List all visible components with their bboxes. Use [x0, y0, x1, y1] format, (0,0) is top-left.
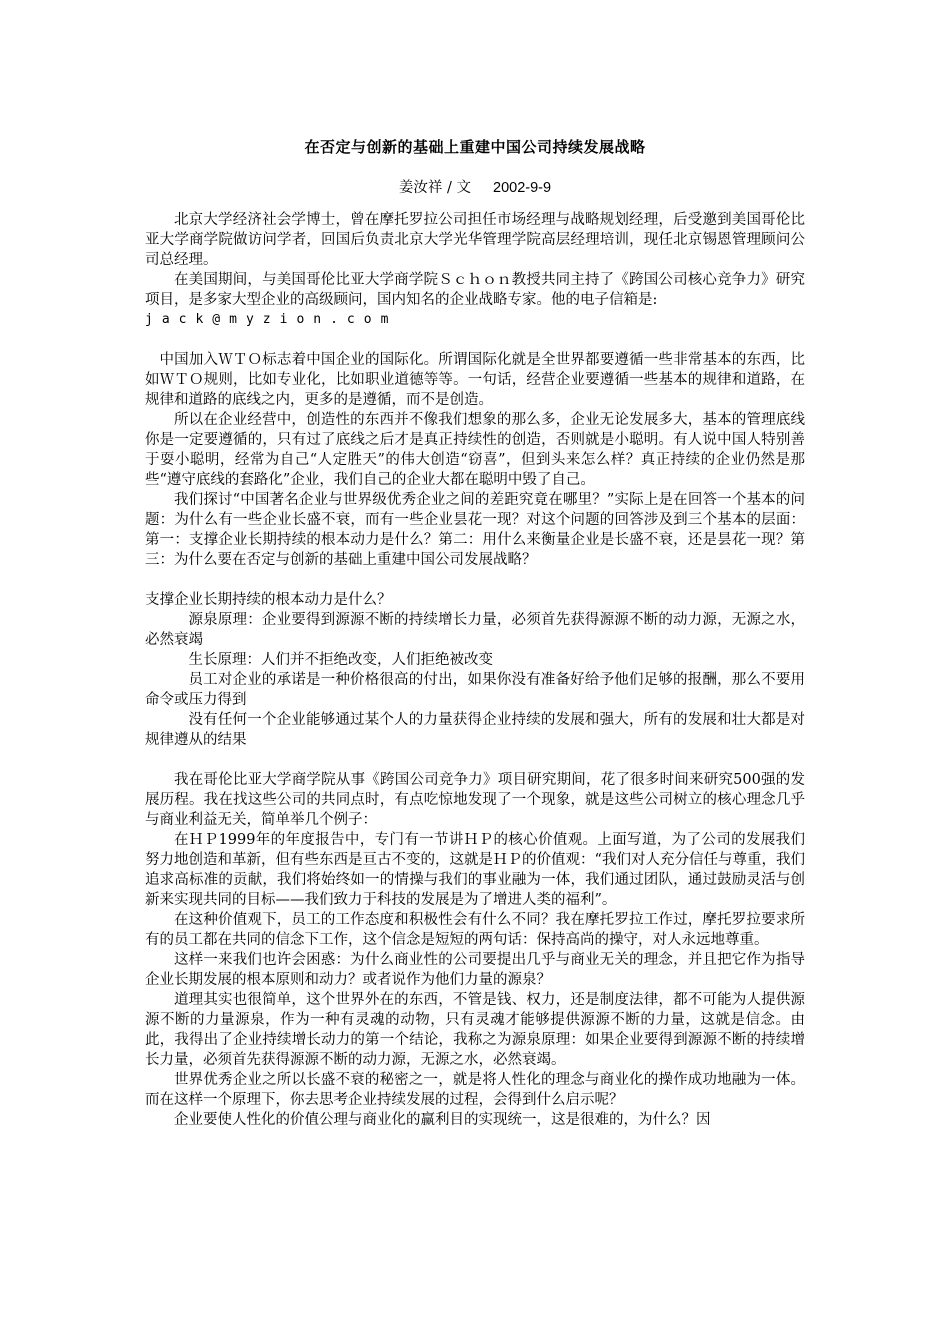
body-paragraph: 在ＨＰ1999年的年度报告中，专门有一节讲ＨＰ的核心价值观。上面写道，为了公司的发展我们努力地创造和革新，但有些东西是亘古不变的，这就是ＨＰ的价值观：“我们对人充分信任与尊重，我们追求高标准的贡献，我们将始终如一的情操与我们的事业融为一体，我们通过团队，通过鼓励灵活与创新来实现共同的目标——我们致力于科技的发展是为了增进人类的福利”。 [145, 832, 805, 908]
principle-item: 员工对企业的承诺是一种价格很高的付出，如果你没有准备好给予他们足够的报酬，那么不要用命令或压力得到 [145, 672, 805, 708]
email-address: jack@myzion.com [145, 312, 398, 327]
publish-date: 2002-9-9 [493, 180, 552, 196]
section-heading: 支撑企业长期持续的根本动力是什么？ [145, 592, 392, 608]
principle-item: 源泉原理：企业要得到源源不断的持续增长力量，必须首先获得源源不断的动力源，无源之水，必然衰竭 [145, 612, 805, 648]
body-paragraph: 中国加入ＷＴＯ标志着中国企业的国际化。所谓国际化就是全世界都要遵循一些非常基本的东西，比如ＷＴＯ规则，比如专业化，比如职业道德等等。一句话，经营企业要遵循一些基本的规律和道路，在规律和道路的底线之内，更多的是遵循，而不是创造。 [145, 352, 805, 408]
body-paragraph: 道理其实也很简单，这个世界外在的东西，不管是钱、权力，还是制度法律，都不可能为人提供源源不断的力量源泉，作为一种有灵魂的动物，只有灵魂才能够提供源源不断的力量，这就是信念。由此，我得出了企业持续增长动力的第一个结论，我称之为源泉原理：如果企业要得到源源不断的持续增长力量，必须首先获得源源不断的动力源，无源之水，必然衰竭。 [145, 992, 805, 1068]
body-paragraph: 我在哥伦比亚大学商学院从事《跨国公司竞争力》项目研究期间，花了很多时间来研究500强的发展历程。我在找这些公司的共同点时，有点吃惊地发现了一个现象，就是这些公司树立的核心理念几乎与商业利益无关，简单举几个例子： [145, 772, 805, 828]
byline [0, 176, 950, 197]
principle-item: 没有任何一个企业能够通过某个人的力量获得企业持续的发展和强大，所有的发展和壮大都是对规律遵从的结果 [145, 712, 805, 748]
body-paragraph: 所以在企业经营中，创造性的东西并不像我们想象的那么多，企业无论发展多大，基本的管理底线你是一定要遵循的，只有过了底线之后才是真正持续性的创造，否则就是小聪明。有人说中国人特别善于耍小聪明，经常为自己“人定胜天”的伟大创造“窃喜”，但到头来怎么样？真正持续的企业仍然是那些“遵守底线的套路化”企业，我们自己的企业大都在聪明中毁了自己。 [145, 412, 805, 488]
bio-paragraph: 在美国期间，与美国哥伦比亚大学商学院Ｓｃｈｏｎ教授共同主持了《跨国公司核心竞争力》研究项目，是多家大型企业的高级顾问，国内知名的企业战略专家。他的电子信箱是: [145, 272, 805, 308]
body-paragraph: 在这种价值观下，员工的工作态度和积极性会有什么不同？我在摩托罗拉工作过，摩托罗拉要求所有的员工都在共同的信念下工作，这个信念是短短的两句话：保持高尚的操守，对人永远地尊重。 [145, 912, 805, 948]
bio-paragraph: 北京大学经济社会学博士，曾在摩托罗拉公司担任市场经理与战略规划经理，后受邀到美国哥伦比亚大学商学院做访问学者，回国后负责北京大学光华管理学院高层经理培训，现任北京锡恩管理顾问公司总经理。 [145, 212, 805, 268]
body-paragraph: 我们探讨“中国著名企业与世界级优秀企业之间的差距究竟在哪里？”实际上是在回答一个基本的问题：为什么有一些企业长盛不衰，而有一些企业昙花一现？对这个问题的回答涉及到三个基本的层面：第一：支撑企业长期持续的根本动力是什么？第二：用什么来衡量企业是长盛不衰，还是昙花一现？第三：为什么要在否定与创新的基础上重建中国公司发展战略？ [145, 492, 805, 568]
body-paragraph: 企业要使人性化的价值公理与商业化的赢利目的实现统一，这是很难的，为什么？因 [174, 1112, 711, 1128]
body-paragraph: 这样一来我们也许会困惑：为什么商业性的公司要提出几乎与商业无关的理念，并且把它作为指导企业长期发展的根本原则和动力？或者说作为他们力量的源泉？ [145, 952, 805, 988]
body-paragraph: 世界优秀企业之所以长盛不衰的秘密之一，就是将人性化的理念与商业化的操作成功地融为一体。而在这样一个原理下，你去思考企业持续发展的过程，会得到什么启示呢？ [145, 1072, 805, 1108]
author: 姜汝祥 / 文 [398, 180, 472, 196]
document-body [145, 210, 805, 1130]
document-title: 在否定与创新的基础上重建中国公司持续发展战略 [304, 138, 646, 156]
principle-item: 生长原理：人们并不拒绝改变，人们拒绝被改变 [188, 652, 493, 668]
